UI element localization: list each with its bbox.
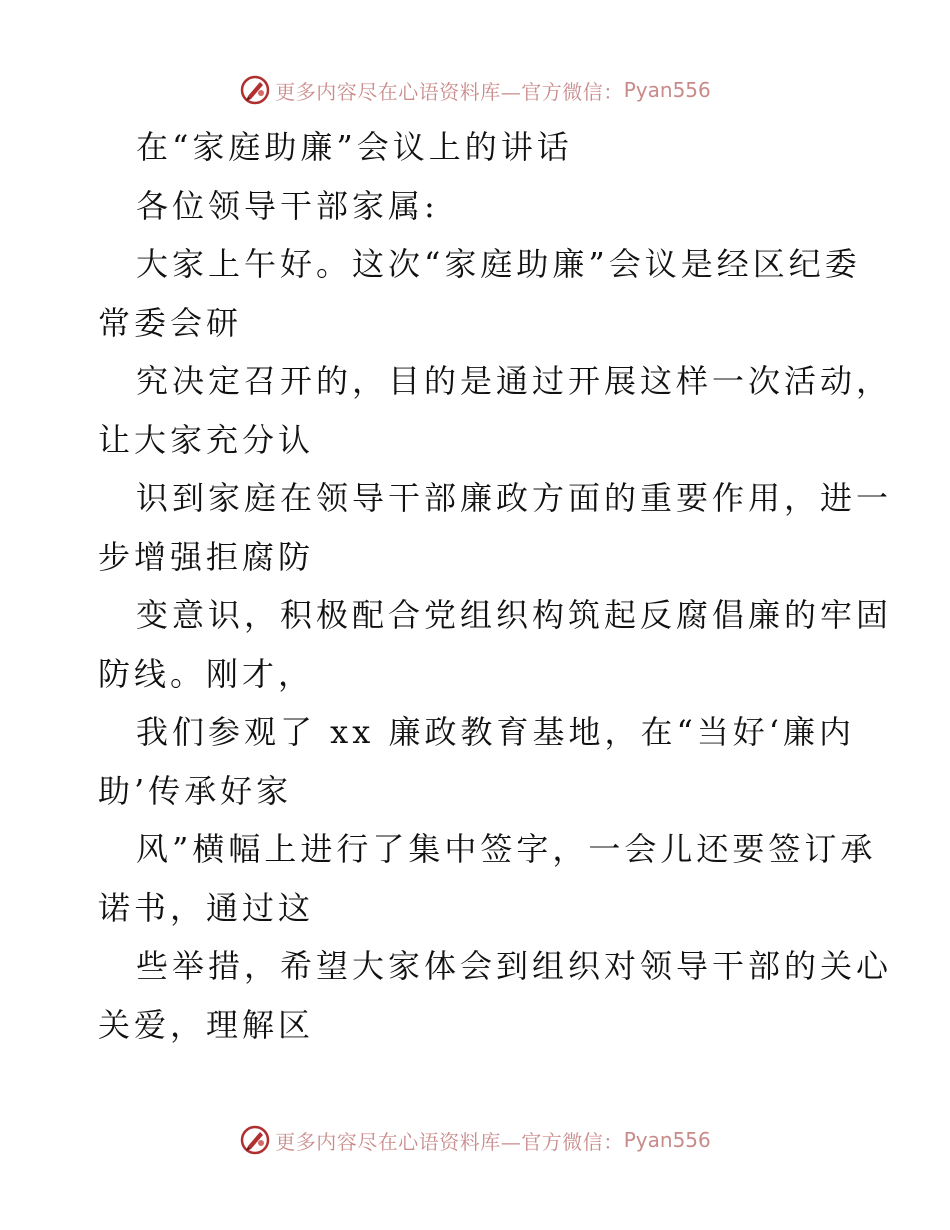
text-line: 防线。刚才， <box>98 654 315 693</box>
text-line: 让大家充分认 <box>98 420 315 459</box>
text-line: 步增强拒腐防 <box>98 537 315 576</box>
text-line: 诺书，通过这 <box>98 888 315 927</box>
salutation: 各位领导干部家属: <box>136 186 439 225</box>
text-line: 助’传承好家 <box>98 771 293 810</box>
header-banner <box>0 70 950 110</box>
banner-wechat-id: Pyan556 <box>623 1128 711 1152</box>
text-line: 常委会研 <box>98 303 243 342</box>
banner-text: 更多内容尽在心语资料库—官方微信： <box>275 79 624 104</box>
banner-wechat-id: Pyan556 <box>623 78 711 102</box>
text-line: 我们参观了 xx 廉政教育基地，在“当好‘廉内 <box>136 713 855 751</box>
text-line: 究决定召开的，目的是通过开展这样一次活动， <box>136 362 893 400</box>
text-line: 大家上午好。这次“家庭助廉”会议是经区纪委 <box>136 245 861 283</box>
text-line: 风”横幅上进行了集中签字，一会儿还要签订承 <box>136 830 877 868</box>
footer-banner <box>0 1120 950 1160</box>
pen-circle-logo-icon <box>239 74 271 106</box>
text-line: 关爱，理解区 <box>98 1005 315 1044</box>
document-title: 在“家庭助廉”会议上的讲话 <box>136 128 573 166</box>
text-line: 识到家庭在领导干部廉政方面的重要作用，进一 <box>136 479 893 517</box>
document-body <box>98 118 893 1054</box>
pen-circle-logo-icon <box>239 1124 271 1156</box>
text-line: 些举措，希望大家体会到组织对领导干部的关心 <box>136 947 893 985</box>
text-line: 变意识，积极配合党组织构筑起反腐倡廉的牢固 <box>136 596 893 634</box>
banner-text: 更多内容尽在心语资料库—官方微信： <box>275 1129 624 1154</box>
